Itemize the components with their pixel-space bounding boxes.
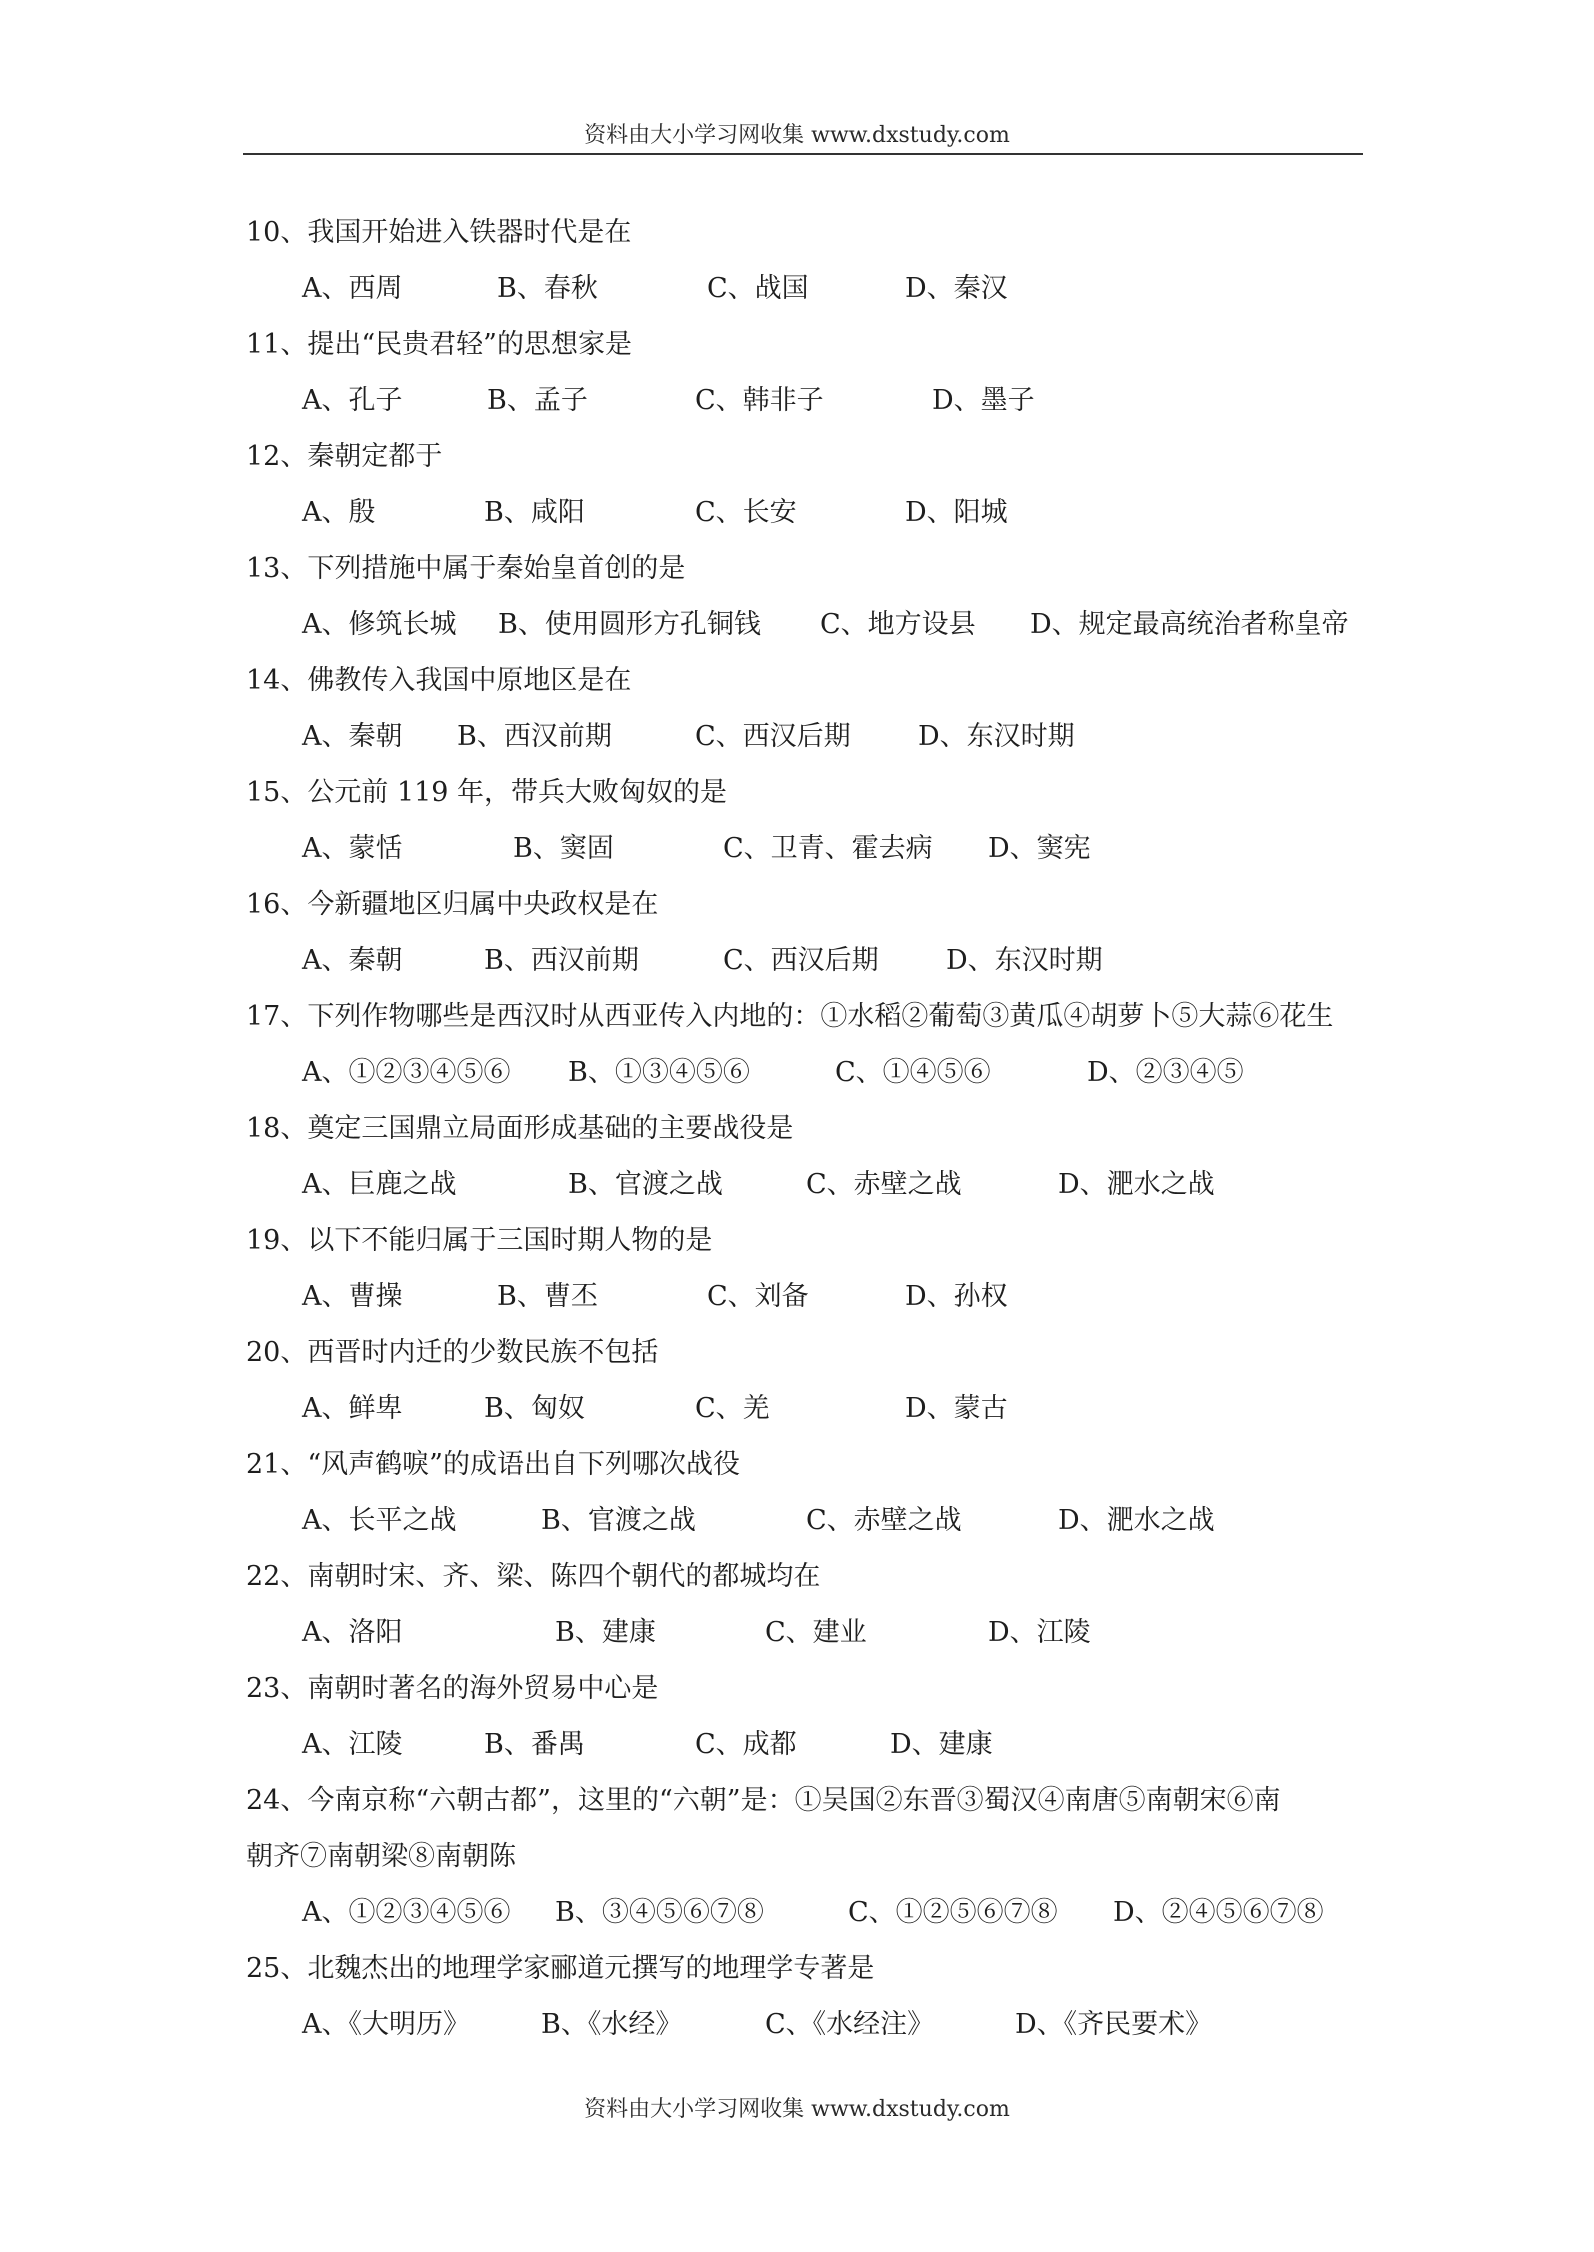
- option-a: A、孔子: [302, 385, 403, 416]
- option-a: A、修筑长城: [302, 609, 457, 640]
- question-stem: 10、我国开始进入铁器时代是在: [246, 217, 632, 248]
- option-d: D、东汉时期: [918, 721, 1075, 752]
- option-a: A、秦朝: [302, 945, 403, 976]
- option-d: D、淝水之战: [1058, 1169, 1215, 1200]
- option-a: A、西周: [302, 273, 403, 304]
- option-c: C、赤壁之战: [806, 1505, 962, 1536]
- option-d: D、墨子: [932, 385, 1035, 416]
- option-d: D、②③④⑤: [1087, 1057, 1244, 1088]
- option-d: D、②④⑤⑥⑦⑧: [1113, 1897, 1324, 1928]
- option-a: A、曹操: [302, 1281, 403, 1312]
- option-c: C、赤壁之战: [806, 1169, 962, 1200]
- option-d: D、淝水之战: [1058, 1505, 1215, 1536]
- page-footer: 资料由大小学习网收集 www.dxstudy.com: [584, 2097, 1010, 2122]
- question-stem: 17、下列作物哪些是西汉时从西亚传入内地的：①水稻②葡萄③黄瓜④胡萝卜⑤大蒜⑥花生: [246, 1001, 1334, 1032]
- question-stem: 15、公元前 119 年，带兵大败匈奴的是: [246, 777, 728, 808]
- option-d: D、窦宪: [988, 833, 1091, 864]
- question-stem: 25、北魏杰出的地理学家郦道元撰写的地理学专著是: [246, 1953, 875, 1984]
- option-c: C、①②⑤⑥⑦⑧: [848, 1897, 1058, 1928]
- question-stem: 23、南朝时著名的海外贸易中心是: [246, 1673, 659, 1704]
- option-a: A、《大明历》: [302, 2009, 470, 2040]
- option-c: C、羌: [695, 1393, 770, 1424]
- question-stem: 12、秦朝定都于: [246, 441, 443, 472]
- option-d: D、规定最高统治者称皇帝: [1030, 609, 1349, 640]
- option-c: C、西汉后期: [695, 721, 851, 752]
- option-a: A、殷: [302, 497, 376, 528]
- option-c: C、成都: [695, 1729, 797, 1760]
- option-c: C、长安: [695, 497, 797, 528]
- option-b: B、春秋: [497, 273, 598, 304]
- option-b: B、匈奴: [484, 1393, 585, 1424]
- option-d: D、孙权: [905, 1281, 1008, 1312]
- question-stem: 24、今南京称“六朝古都”，这里的“六朝”是：①吴国②东晋③蜀汉④南唐⑤南朝宋⑥南: [246, 1785, 1281, 1816]
- option-d: D、秦汉: [905, 273, 1008, 304]
- option-b: B、西汉前期: [457, 721, 612, 752]
- option-c: C、韩非子: [695, 385, 824, 416]
- option-d: D、《齐民要术》: [1015, 2009, 1213, 2040]
- option-b: B、《水经》: [541, 2009, 683, 2040]
- option-b: B、建康: [555, 1617, 656, 1648]
- option-d: D、东汉时期: [946, 945, 1103, 976]
- option-a: A、鲜卑: [302, 1393, 403, 1424]
- option-b: B、咸阳: [484, 497, 585, 528]
- option-d: D、江陵: [988, 1617, 1091, 1648]
- option-c: C、卫青、霍去病: [723, 833, 933, 864]
- question-stem-continuation: 朝齐⑦南朝梁⑧南朝陈: [246, 1841, 516, 1872]
- question-stem: 21、“风声鹤唳”的成语出自下列哪次战役: [246, 1449, 740, 1480]
- option-a: A、蒙恬: [302, 833, 403, 864]
- option-c: C、西汉后期: [723, 945, 879, 976]
- option-a: A、秦朝: [302, 721, 403, 752]
- option-b: B、官渡之战: [568, 1169, 723, 1200]
- option-d: D、阳城: [905, 497, 1008, 528]
- option-b: B、番禺: [484, 1729, 585, 1760]
- option-d: D、建康: [890, 1729, 993, 1760]
- option-a: A、巨鹿之战: [302, 1169, 457, 1200]
- option-b: B、官渡之战: [541, 1505, 696, 1536]
- option-b: B、窦固: [513, 833, 614, 864]
- question-stem: 18、奠定三国鼎立局面形成基础的主要战役是: [246, 1113, 794, 1144]
- option-c: C、地方设县: [820, 609, 976, 640]
- option-c: C、战国: [707, 273, 809, 304]
- question-stem: 20、西晋时内迁的少数民族不包括: [246, 1337, 659, 1368]
- option-b: B、①③④⑤⑥: [568, 1057, 750, 1088]
- option-b: B、西汉前期: [484, 945, 639, 976]
- option-c: C、《水经注》: [765, 2009, 935, 2040]
- question-stem: 19、以下不能归属于三国时期人物的是: [246, 1225, 713, 1256]
- option-a: A、江陵: [302, 1729, 403, 1760]
- option-c: C、建业: [765, 1617, 867, 1648]
- option-c: C、①④⑤⑥: [835, 1057, 991, 1088]
- option-a: A、①②③④⑤⑥: [302, 1057, 511, 1088]
- question-stem: 11、提出“民贵君轻”的思想家是: [246, 329, 632, 360]
- option-b: B、孟子: [487, 385, 588, 416]
- option-a: A、①②③④⑤⑥: [302, 1897, 511, 1928]
- option-c: C、刘备: [707, 1281, 809, 1312]
- question-stem: 16、今新疆地区归属中央政权是在: [246, 889, 659, 920]
- option-b: B、曹丕: [497, 1281, 598, 1312]
- option-a: A、洛阳: [302, 1617, 403, 1648]
- option-a: A、长平之战: [302, 1505, 457, 1536]
- question-stem: 14、佛教传入我国中原地区是在: [246, 665, 632, 696]
- option-b: B、使用圆形方孔铜钱: [498, 609, 761, 640]
- page-header: 资料由大小学习网收集 www.dxstudy.com: [584, 123, 1010, 148]
- option-b: B、③④⑤⑥⑦⑧: [555, 1897, 764, 1928]
- question-stem: 13、下列措施中属于秦始皇首创的是: [246, 553, 686, 584]
- question-stem: 22、南朝时宋、齐、梁、陈四个朝代的都城均在: [246, 1561, 821, 1592]
- option-d: D、蒙古: [905, 1393, 1008, 1424]
